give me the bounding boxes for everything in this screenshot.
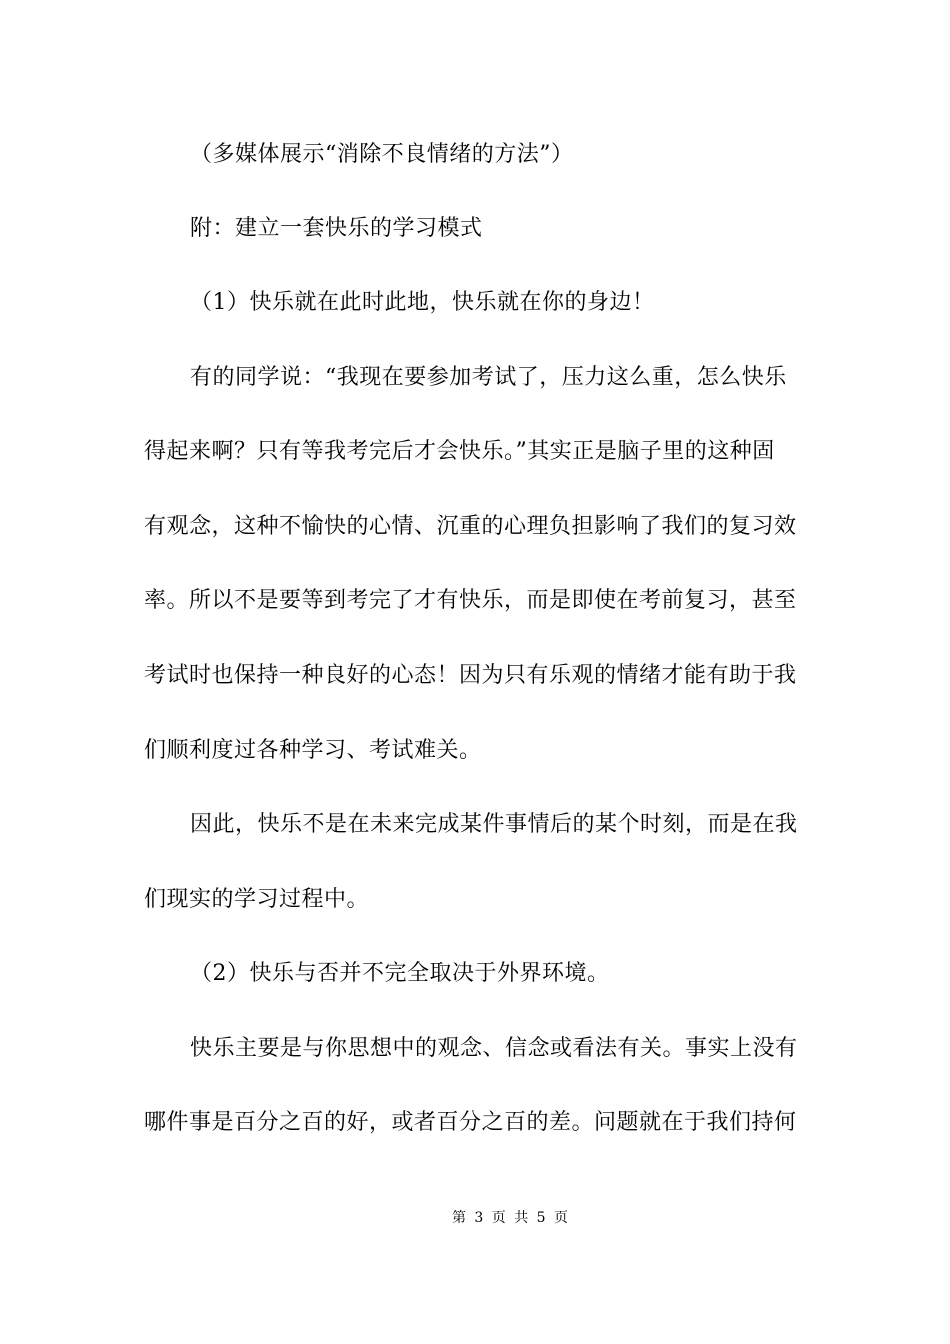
text-line: （2）快乐与否并不完全取决于外界环境。 (190, 961, 610, 986)
text-line: 们顺利度过各种学习、考试难关。 (144, 738, 482, 763)
text-line: 得起来啊？只有等我考完后才会快乐。”其实正是脑子里的这种固 (144, 439, 775, 464)
text-line: 因此，快乐不是在未来完成某件事情后的某个时刻，而是在我 (190, 812, 798, 837)
text-line: 哪件事是百分之百的好，或者百分之百的差。问题就在于我们持何 (144, 1110, 797, 1135)
text-line: 有的同学说：“我现在要参加考试了，压力这么重，怎么快乐 (190, 365, 787, 390)
text-line: 们现实的学习过程中。 (144, 887, 370, 912)
text-line: 快乐主要是与你思想中的观念、信念或看法有关。事实上没有 (190, 1036, 798, 1061)
text-line: 率。所以不是要等到考完了才有快乐，而是即使在考前复习，甚至 (144, 588, 797, 613)
text-line: （1）快乐就在此时此地，快乐就在你的身边！ (190, 290, 655, 315)
text-line: 有观念，这种不愉快的心情、沉重的心理负担影响了我们的复习效 (144, 514, 797, 539)
page-number-footer: 第 3 页 共 5 页 (451, 1210, 569, 1226)
text-line: 考试时也保持一种良好的心态！因为只有乐观的情绪才能有助于我 (144, 663, 797, 688)
text-line: （多媒体展示“消除不良情绪的方法”） (190, 142, 574, 167)
text-line: 附：建立一套快乐的学习模式 (190, 216, 483, 241)
